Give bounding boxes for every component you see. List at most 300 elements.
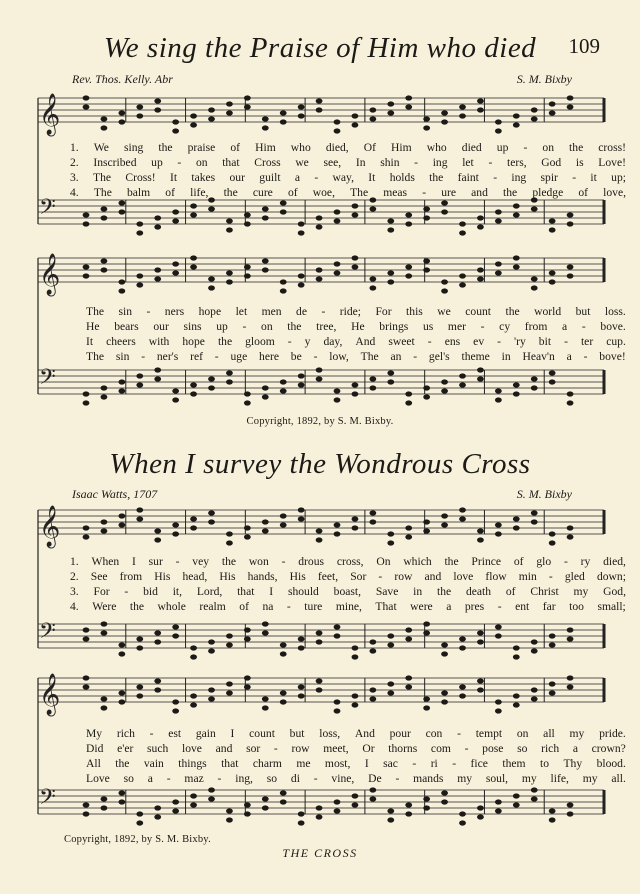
- notehead: [172, 209, 179, 214]
- notehead: [154, 376, 161, 381]
- notehead: [244, 391, 251, 396]
- notehead: [226, 531, 233, 536]
- notehead: [477, 537, 484, 542]
- notehead: [441, 799, 448, 804]
- notehead: [172, 624, 179, 629]
- notehead: [83, 627, 90, 632]
- notehead: [244, 525, 251, 530]
- notehead: [352, 516, 359, 521]
- notehead: [441, 690, 448, 695]
- notehead: [83, 221, 90, 226]
- notehead: [369, 116, 376, 121]
- notehead: [208, 687, 215, 692]
- notehead: [495, 522, 502, 527]
- notehead: [136, 693, 143, 698]
- notehead: [190, 203, 197, 208]
- notehead: [495, 218, 502, 223]
- notehead: [459, 811, 466, 816]
- notehead: [477, 107, 484, 112]
- notehead: [513, 122, 520, 127]
- notehead: [316, 98, 323, 103]
- words-credit: Rev. Thos. Kelly. Abr: [72, 72, 173, 86]
- notehead: [190, 702, 197, 707]
- notehead: [567, 400, 574, 405]
- notehead: [280, 522, 287, 527]
- notehead: [244, 684, 251, 689]
- notehead: [316, 537, 323, 542]
- notehead: [226, 227, 233, 232]
- notehead: [316, 367, 323, 372]
- notehead: [567, 802, 574, 807]
- music-credit: S. M. Bixby: [516, 487, 572, 501]
- notehead: [208, 639, 215, 644]
- notehead: [369, 696, 376, 701]
- notehead: [495, 699, 502, 704]
- notehead: [298, 221, 305, 226]
- lyric-line: 3. For - bid it, Lord, that I should boast, Save in the death of Christ my God,: [70, 585, 626, 598]
- notehead: [316, 639, 323, 644]
- notehead: [280, 690, 287, 695]
- notehead: [567, 95, 574, 100]
- notehead: [101, 528, 108, 533]
- notehead: [423, 394, 430, 399]
- music-system: [30, 252, 626, 410]
- notehead: [298, 373, 305, 378]
- notehead: [441, 209, 448, 214]
- notehead: [262, 385, 269, 390]
- notehead: [423, 796, 430, 801]
- notehead: [352, 525, 359, 530]
- notehead: [226, 642, 233, 647]
- notehead: [459, 221, 466, 226]
- notehead: [334, 397, 341, 402]
- notehead: [513, 113, 520, 118]
- notehead: [172, 397, 179, 402]
- notehead: [387, 808, 394, 813]
- notehead: [208, 787, 215, 792]
- notehead: [208, 285, 215, 290]
- notehead: [136, 104, 143, 109]
- notehead: [101, 519, 108, 524]
- hymn-title: When I survey the Wondrous Cross: [109, 448, 531, 480]
- notehead: [118, 288, 125, 293]
- notehead: [352, 212, 359, 217]
- notehead: [154, 107, 161, 112]
- notehead: [280, 200, 287, 205]
- notehead: [136, 636, 143, 641]
- notehead: [549, 690, 556, 695]
- notehead: [226, 270, 233, 275]
- notehead: [513, 693, 520, 698]
- notehead: [316, 224, 323, 229]
- notehead: [172, 708, 179, 713]
- lyric-line: He bears our sins up - on the tree, He brings us mer - cy from a - bove.: [86, 320, 626, 333]
- notehead: [208, 107, 215, 112]
- notehead: [531, 510, 538, 515]
- notehead: [495, 397, 502, 402]
- notehead: [459, 230, 466, 235]
- notehead: [495, 808, 502, 813]
- notehead: [477, 805, 484, 810]
- notehead: [262, 116, 269, 121]
- notehead: [531, 796, 538, 801]
- notehead: [477, 376, 484, 381]
- notehead: [172, 531, 179, 536]
- notehead: [244, 627, 251, 632]
- notehead: [459, 273, 466, 278]
- notehead: [226, 110, 233, 115]
- notehead: [352, 122, 359, 127]
- notehead: [101, 125, 108, 130]
- notehead: [549, 642, 556, 647]
- notehead: [226, 808, 233, 813]
- notehead: [280, 642, 287, 647]
- notehead: [387, 110, 394, 115]
- notehead: [298, 820, 305, 825]
- notehead: [244, 212, 251, 217]
- notehead: [369, 385, 376, 390]
- notehead: [495, 708, 502, 713]
- notehead: [262, 206, 269, 211]
- notehead: [172, 522, 179, 527]
- notehead: [154, 367, 161, 372]
- notehead: [567, 675, 574, 680]
- notehead: [441, 110, 448, 115]
- notehead: [567, 221, 574, 226]
- notehead: [190, 382, 197, 387]
- notehead: [136, 684, 143, 689]
- notehead: [477, 814, 484, 819]
- notehead: [334, 388, 341, 393]
- notehead: [118, 522, 125, 527]
- notehead: [549, 370, 556, 375]
- notehead: [387, 690, 394, 695]
- notehead: [262, 805, 269, 810]
- notehead: [423, 805, 430, 810]
- copyright-notice: Copyright, 1892, by S. M. Bixby.: [246, 416, 394, 427]
- notehead: [316, 376, 323, 381]
- notehead: [190, 693, 197, 698]
- notehead: [154, 276, 161, 281]
- notehead: [208, 519, 215, 524]
- notehead: [405, 525, 412, 530]
- notehead: [549, 279, 556, 284]
- notehead: [101, 630, 108, 635]
- lyric-line: 3. The Cross! It takes our guilt a - way, It holds the faint - ing spir - it up;: [70, 171, 626, 184]
- notehead: [352, 113, 359, 118]
- notehead: [208, 206, 215, 211]
- notehead: [387, 101, 394, 106]
- notehead: [423, 116, 430, 121]
- notehead: [334, 270, 341, 275]
- notehead: [352, 645, 359, 650]
- notehead: [118, 279, 125, 284]
- notehead: [208, 696, 215, 701]
- lyric-line: 4. Were the whole realm of na - ture mine, That were a pres - ent far too small;: [70, 600, 626, 613]
- notehead: [495, 388, 502, 393]
- notehead: [549, 218, 556, 223]
- notehead: [513, 645, 520, 650]
- notehead: [190, 113, 197, 118]
- notehead: [316, 805, 323, 810]
- notehead: [136, 507, 143, 512]
- notehead: [459, 507, 466, 512]
- notehead: [477, 639, 484, 644]
- notehead: [549, 379, 556, 384]
- notehead: [208, 376, 215, 381]
- notehead: [387, 817, 394, 822]
- notehead: [459, 820, 466, 825]
- notehead: [513, 525, 520, 530]
- notehead: [118, 799, 125, 804]
- notehead: [83, 400, 90, 405]
- notehead: [83, 264, 90, 269]
- notehead: [531, 116, 538, 121]
- notehead: [83, 273, 90, 278]
- notehead: [316, 107, 323, 112]
- notehead: [226, 817, 233, 822]
- notehead: [190, 645, 197, 650]
- notehead: [549, 808, 556, 813]
- notehead: [154, 687, 161, 692]
- notehead: [118, 651, 125, 656]
- notehead: [369, 787, 376, 792]
- notehead: [423, 267, 430, 272]
- notehead: [459, 636, 466, 641]
- notehead: [334, 119, 341, 124]
- notehead: [352, 802, 359, 807]
- notehead: [459, 684, 466, 689]
- notehead: [244, 802, 251, 807]
- notehead: [405, 802, 412, 807]
- notehead: [513, 203, 520, 208]
- notehead: [423, 519, 430, 524]
- notehead: [226, 379, 233, 384]
- notehead: [172, 218, 179, 223]
- notehead: [172, 261, 179, 266]
- notehead: [244, 95, 251, 100]
- lyric-line: Did e'er such love and sor - row meet, Or thorns com - pose so rich a crown?: [86, 742, 626, 755]
- notehead: [298, 382, 305, 387]
- notehead: [298, 273, 305, 278]
- notehead: [567, 636, 574, 641]
- page-footer: THE CROSS: [282, 846, 358, 860]
- notehead: [316, 267, 323, 272]
- notehead: [352, 391, 359, 396]
- notehead: [280, 379, 287, 384]
- hymn-title: We sing the Praise of Him who died: [103, 32, 537, 64]
- notehead: [208, 116, 215, 121]
- notehead: [280, 651, 287, 656]
- notehead: [262, 258, 269, 263]
- notehead: [280, 288, 287, 293]
- notehead: [136, 221, 143, 226]
- music-system: [30, 504, 626, 664]
- notehead: [495, 633, 502, 638]
- lyric-line: All the vain things that charm me most, I sac - ri - fice them to Thy blood.: [86, 757, 626, 770]
- treble-clef-icon: 𝄞: [39, 506, 61, 547]
- notehead: [369, 796, 376, 801]
- lyric-line: My rich - est gain I count but loss, And pour con - tempt on all my pride.: [86, 727, 626, 740]
- notehead: [136, 382, 143, 387]
- notehead: [531, 639, 538, 644]
- notehead: [567, 212, 574, 217]
- notehead: [549, 531, 556, 536]
- notehead: [423, 696, 430, 701]
- notehead: [495, 270, 502, 275]
- notehead: [262, 528, 269, 533]
- notehead: [387, 681, 394, 686]
- notehead: [423, 630, 430, 635]
- notehead: [118, 513, 125, 518]
- notehead: [405, 95, 412, 100]
- notehead: [101, 705, 108, 710]
- notehead: [262, 621, 269, 626]
- notehead: [441, 642, 448, 647]
- notehead: [334, 699, 341, 704]
- notehead: [441, 513, 448, 518]
- notehead: [154, 224, 161, 229]
- notehead: [244, 636, 251, 641]
- notehead: [549, 540, 556, 545]
- notehead: [83, 811, 90, 816]
- notehead: [531, 276, 538, 281]
- notehead: [441, 522, 448, 527]
- notehead: [172, 699, 179, 704]
- notehead: [101, 805, 108, 810]
- notehead: [567, 534, 574, 539]
- notehead: [352, 255, 359, 260]
- notehead: [567, 104, 574, 109]
- notehead: [495, 799, 502, 804]
- notehead: [477, 687, 484, 692]
- notehead: [387, 370, 394, 375]
- notehead: [154, 537, 161, 542]
- notehead: [334, 799, 341, 804]
- notehead: [298, 104, 305, 109]
- notehead: [154, 639, 161, 644]
- notehead: [369, 107, 376, 112]
- notehead: [208, 276, 215, 281]
- notehead: [531, 696, 538, 701]
- notehead: [369, 376, 376, 381]
- notehead: [280, 790, 287, 795]
- notehead: [298, 516, 305, 521]
- notehead: [477, 224, 484, 229]
- notehead: [387, 379, 394, 384]
- notehead: [172, 388, 179, 393]
- treble-clef-icon: 𝄞: [39, 254, 61, 295]
- notehead: [549, 110, 556, 115]
- lyric-line: 1. When I sur - vey the won - drous cross, On which the Prince of glo - ry died,: [70, 555, 626, 568]
- notehead: [118, 388, 125, 393]
- notehead: [369, 285, 376, 290]
- notehead: [280, 119, 287, 124]
- notehead: [549, 227, 556, 232]
- notehead: [369, 510, 376, 515]
- notehead: [334, 128, 341, 133]
- notehead: [334, 261, 341, 266]
- notehead: [513, 382, 520, 387]
- notehead: [280, 388, 287, 393]
- notehead: [513, 654, 520, 659]
- notehead: [352, 382, 359, 387]
- notehead: [405, 221, 412, 226]
- notehead: [477, 276, 484, 281]
- music-system: [30, 672, 626, 830]
- notehead: [101, 394, 108, 399]
- notehead: [549, 817, 556, 822]
- notehead: [369, 639, 376, 644]
- notehead: [531, 648, 538, 653]
- notehead: [567, 264, 574, 269]
- notehead: [136, 230, 143, 235]
- notehead: [459, 104, 466, 109]
- notehead: [244, 264, 251, 269]
- notehead: [190, 525, 197, 530]
- notehead: [118, 110, 125, 115]
- notehead: [262, 125, 269, 130]
- notehead: [298, 230, 305, 235]
- notehead: [154, 528, 161, 533]
- notehead: [154, 678, 161, 683]
- notehead: [136, 645, 143, 650]
- notehead: [316, 528, 323, 533]
- notehead: [549, 633, 556, 638]
- notehead: [423, 705, 430, 710]
- notehead: [477, 215, 484, 220]
- notehead: [441, 279, 448, 284]
- notehead: [101, 696, 108, 701]
- notehead: [118, 200, 125, 205]
- notehead: [262, 267, 269, 272]
- notehead: [262, 696, 269, 701]
- notehead: [262, 215, 269, 220]
- notehead: [405, 534, 412, 539]
- notehead: [531, 376, 538, 381]
- notehead: [83, 95, 90, 100]
- notehead: [387, 531, 394, 536]
- notehead: [477, 367, 484, 372]
- notehead: [244, 675, 251, 680]
- notehead: [136, 273, 143, 278]
- notehead: [459, 282, 466, 287]
- notehead: [567, 627, 574, 632]
- treble-clef-icon: 𝄞: [39, 94, 61, 135]
- notehead: [531, 206, 538, 211]
- notehead: [298, 282, 305, 287]
- notehead: [567, 391, 574, 396]
- notehead: [567, 811, 574, 816]
- notehead: [459, 373, 466, 378]
- notehead: [244, 221, 251, 226]
- bass-clef-icon: 𝄢: [39, 785, 56, 815]
- notehead: [298, 636, 305, 641]
- notehead: [118, 379, 125, 384]
- notehead: [226, 370, 233, 375]
- notehead: [226, 540, 233, 545]
- notehead: [101, 206, 108, 211]
- notehead: [226, 101, 233, 106]
- notehead: [477, 98, 484, 103]
- notehead: [226, 690, 233, 695]
- notehead: [495, 209, 502, 214]
- notehead: [190, 122, 197, 127]
- notehead: [441, 379, 448, 384]
- notehead: [441, 288, 448, 293]
- notehead: [369, 648, 376, 653]
- notehead: [190, 516, 197, 521]
